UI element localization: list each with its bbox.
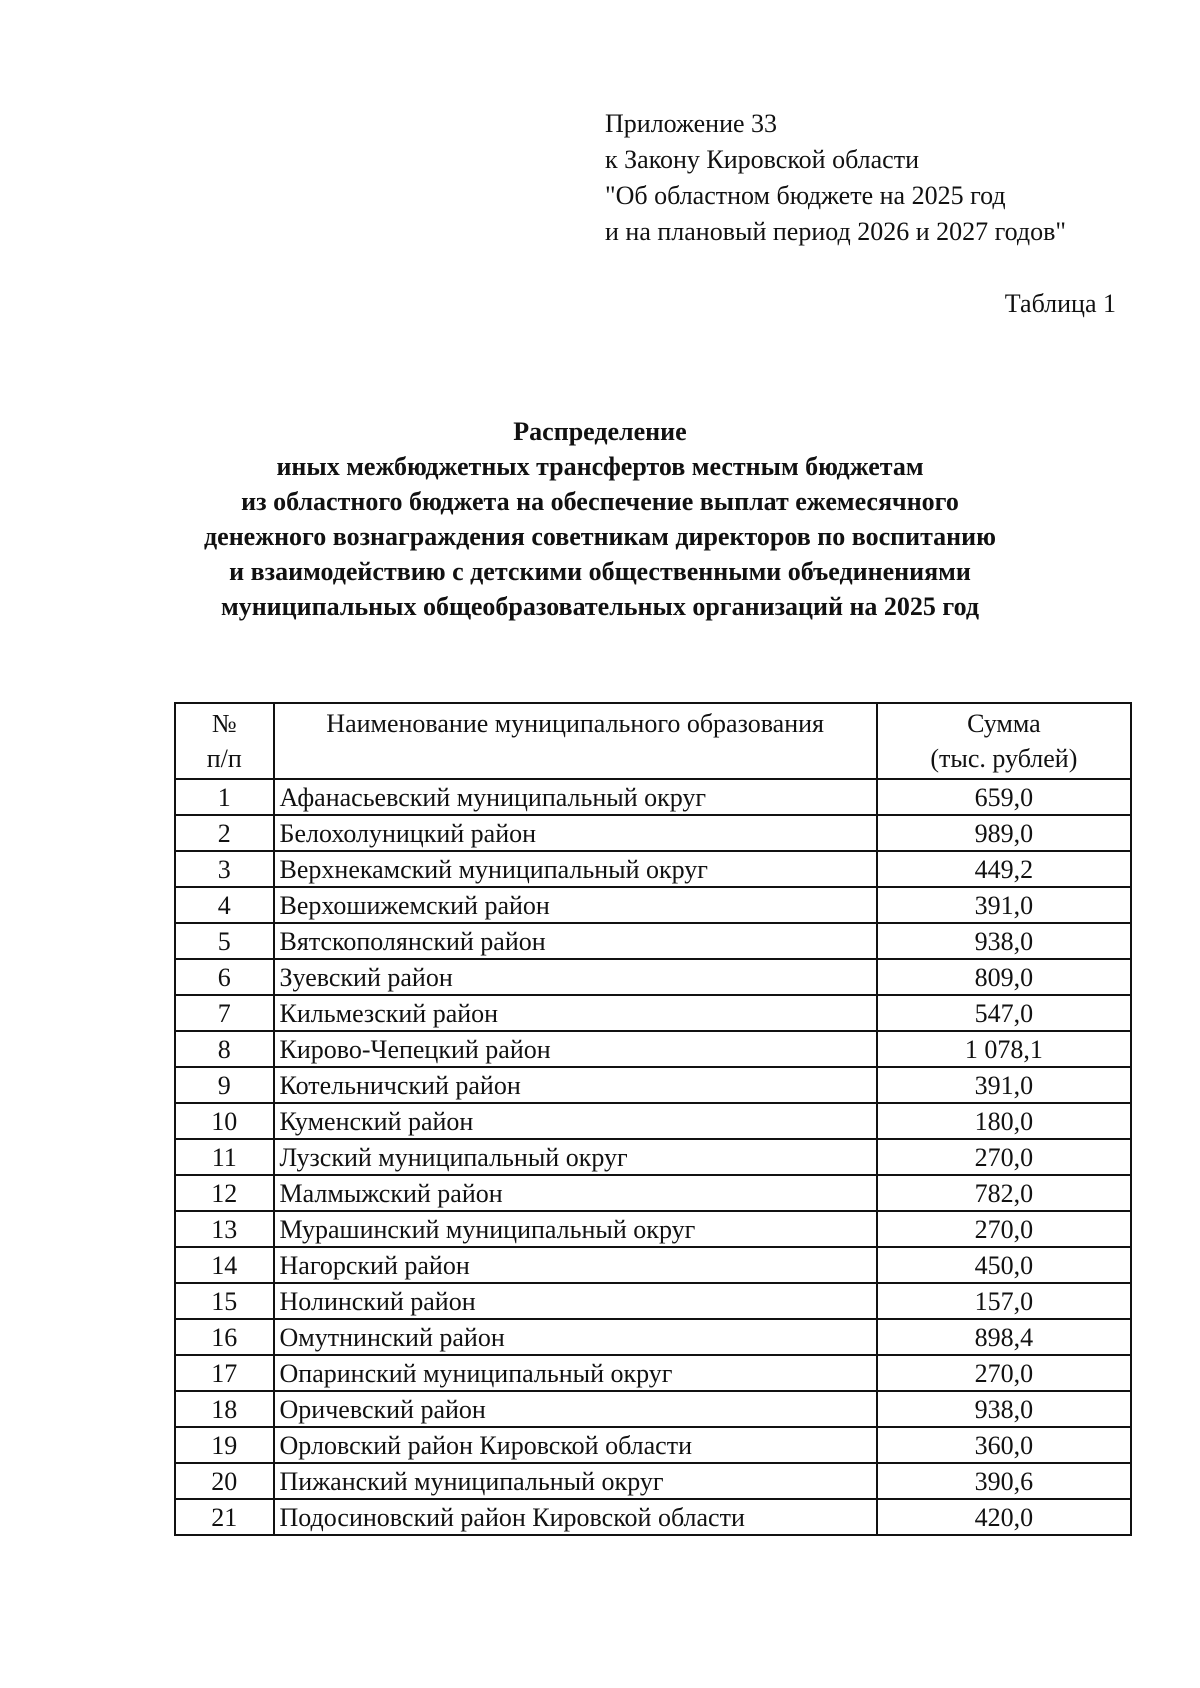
table-row	[175, 851, 1131, 887]
row-num: 11	[175, 1139, 274, 1175]
row-sum: 391,0	[877, 887, 1131, 923]
table-row	[175, 1031, 1131, 1067]
row-name: Белохолуницкий район	[274, 815, 877, 851]
table-row	[175, 1103, 1131, 1139]
title-line: иных межбюджетных трансфертов местным бюджетам	[276, 452, 924, 481]
table-row	[175, 779, 1131, 815]
row-num: 6	[175, 959, 274, 995]
row-num: 2	[175, 815, 274, 851]
table-row	[175, 887, 1131, 923]
distribution-table	[174, 702, 1132, 1536]
row-num: 1	[175, 779, 274, 815]
row-num: 13	[175, 1211, 274, 1247]
row-num: 7	[175, 995, 274, 1031]
row-sum: 270,0	[877, 1211, 1131, 1247]
row-sum: 390,6	[877, 1463, 1131, 1499]
row-num: 10	[175, 1103, 274, 1139]
row-sum: 391,0	[877, 1067, 1131, 1103]
row-num: 18	[175, 1391, 274, 1427]
row-name: Зуевский район	[274, 959, 877, 995]
table-row	[175, 1427, 1131, 1463]
row-name: Оричевский район	[274, 1391, 877, 1427]
row-sum: 989,0	[877, 815, 1131, 851]
row-name: Омутнинский район	[274, 1319, 877, 1355]
row-name: Мурашинский муниципальный округ	[274, 1211, 877, 1247]
row-sum: 782,0	[877, 1175, 1131, 1211]
row-sum: 547,0	[877, 995, 1131, 1031]
row-sum: 420,0	[877, 1499, 1131, 1535]
row-sum: 898,4	[877, 1319, 1131, 1355]
row-name: Пижанский муниципальный округ	[274, 1463, 877, 1499]
row-num: 9	[175, 1067, 274, 1103]
table-row	[175, 1319, 1131, 1355]
row-name: Нагорский район	[274, 1247, 877, 1283]
title-line: Распределение	[513, 417, 687, 446]
table-row	[175, 995, 1131, 1031]
row-name: Орловский район Кировской области	[274, 1427, 877, 1463]
header-name	[274, 703, 877, 779]
row-num: 16	[175, 1319, 274, 1355]
header-name-text: Наименование муниципального образования	[326, 709, 824, 738]
row-sum: 938,0	[877, 1391, 1131, 1427]
row-num: 15	[175, 1283, 274, 1319]
row-sum: 1 078,1	[877, 1031, 1131, 1067]
row-name: Опаринский муниципальный округ	[274, 1355, 877, 1391]
row-name: Котельничский район	[274, 1067, 877, 1103]
appendix-line: "Об областном бюджете на 2025 год	[605, 181, 1006, 210]
header-sum	[877, 703, 1131, 779]
document-title	[0, 414, 1200, 624]
row-name: Верхнекамский муниципальный округ	[274, 851, 877, 887]
row-sum: 938,0	[877, 923, 1131, 959]
row-name: Верхошижемский район	[274, 887, 877, 923]
title-line: денежного вознаграждения советникам директоров по воспитанию	[204, 522, 996, 551]
title-line: муниципальных общеобразовательных организаций на 2025 год	[220, 592, 979, 621]
row-name: Афанасьевский муниципальный округ	[274, 779, 877, 815]
table-row	[175, 1355, 1131, 1391]
table-row	[175, 1499, 1131, 1535]
row-sum: 809,0	[877, 959, 1131, 995]
header-num	[175, 703, 274, 779]
header-num-line1: №	[211, 709, 237, 738]
row-num: 12	[175, 1175, 274, 1211]
row-num: 8	[175, 1031, 274, 1067]
row-name: Подосиновский район Кировской области	[274, 1499, 877, 1535]
table-row	[175, 1139, 1131, 1175]
table-row	[175, 1211, 1131, 1247]
table-row	[175, 959, 1131, 995]
table-row	[175, 1283, 1131, 1319]
row-num: 19	[175, 1427, 274, 1463]
appendix-note	[605, 106, 1066, 250]
appendix-line: и на плановый период 2026 и 2027 годов"	[605, 217, 1067, 246]
appendix-line: Приложение 33	[605, 109, 778, 138]
table-row	[175, 815, 1131, 851]
table-row	[175, 923, 1131, 959]
row-sum: 449,2	[877, 851, 1131, 887]
header-sum-line1: Сумма	[967, 709, 1041, 738]
row-sum: 157,0	[877, 1283, 1131, 1319]
row-name: Малмыжский район	[274, 1175, 877, 1211]
table-row	[175, 1247, 1131, 1283]
table-row	[175, 1463, 1131, 1499]
row-name: Кирово-Чепецкий район	[274, 1031, 877, 1067]
row-num: 17	[175, 1355, 274, 1391]
row-sum: 450,0	[877, 1247, 1131, 1283]
row-sum: 659,0	[877, 779, 1131, 815]
row-name: Лузский муниципальный округ	[274, 1139, 877, 1175]
table-row	[175, 1391, 1131, 1427]
row-name: Куменский район	[274, 1103, 877, 1139]
table-label: Таблица 1	[1004, 289, 1116, 318]
row-sum: 360,0	[877, 1427, 1131, 1463]
title-line: из областного бюджета на обеспечение выплат ежемесячного	[241, 487, 959, 516]
row-name: Вятскополянский район	[274, 923, 877, 959]
row-sum: 270,0	[877, 1355, 1131, 1391]
row-num: 5	[175, 923, 274, 959]
table-header-row	[175, 703, 1131, 779]
row-num: 20	[175, 1463, 274, 1499]
row-name: Нолинский район	[274, 1283, 877, 1319]
row-sum: 180,0	[877, 1103, 1131, 1139]
row-sum: 270,0	[877, 1139, 1131, 1175]
title-line: и взаимодействию с детскими общественными объединениями	[229, 557, 971, 586]
row-num: 21	[175, 1499, 274, 1535]
header-num-line2: п/п	[206, 744, 242, 773]
row-num: 4	[175, 887, 274, 923]
row-num: 14	[175, 1247, 274, 1283]
table-row	[175, 1067, 1131, 1103]
row-name: Кильмезский район	[274, 995, 877, 1031]
header-sum-line2: (тыс. рублей)	[930, 744, 1078, 773]
table-row	[175, 1175, 1131, 1211]
appendix-line: к Закону Кировской области	[605, 145, 919, 174]
row-num: 3	[175, 851, 274, 887]
